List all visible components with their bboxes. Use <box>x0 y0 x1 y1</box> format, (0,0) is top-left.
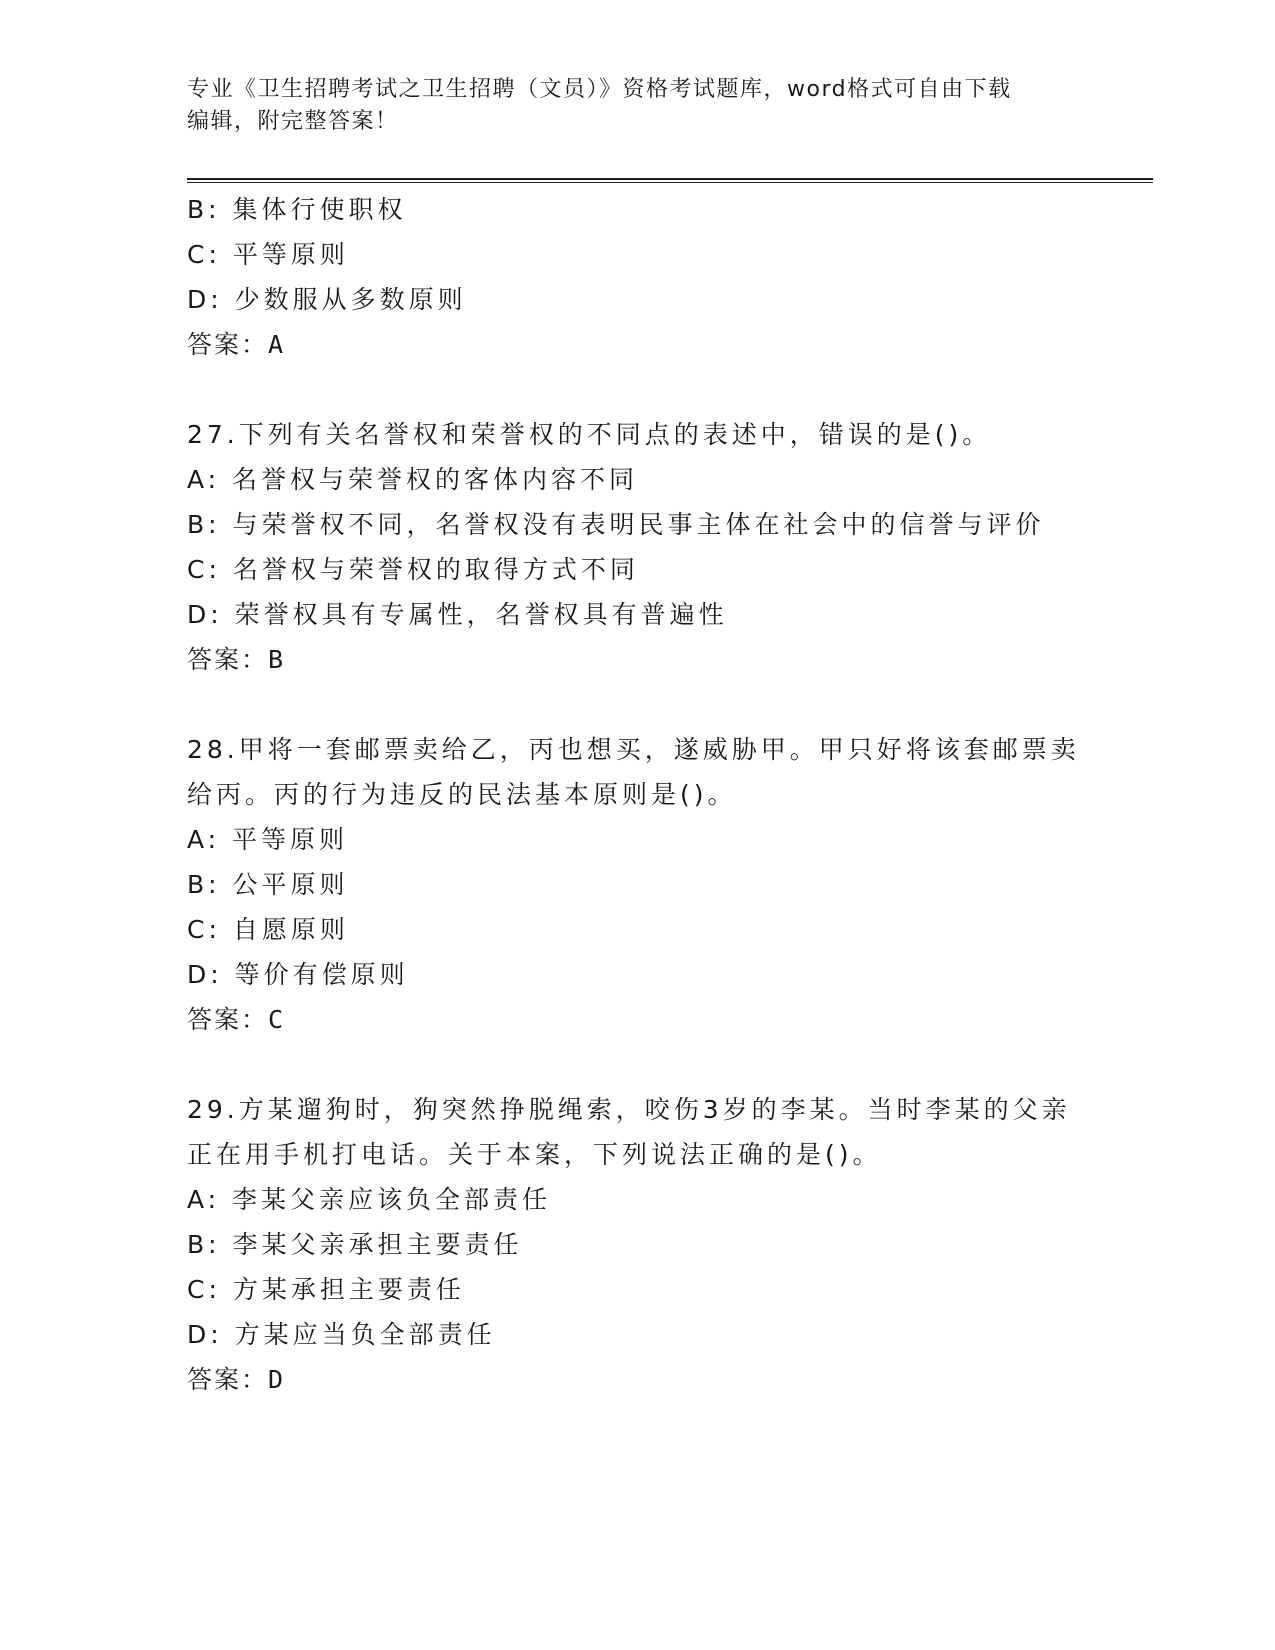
option-c: C: 名誉权与荣誉权的取得方式不同 <box>187 555 639 584</box>
option-d: D: 等价有偿原则 <box>187 960 409 989</box>
answer-value: D <box>268 1365 288 1394</box>
answer-value: C <box>268 1005 288 1034</box>
option-d: D: 荣誉权具有专属性，名誉权具有普遍性 <box>187 600 728 629</box>
option-b: B: 集体行使职权 <box>187 195 407 224</box>
answer-line <box>187 1360 1087 1396</box>
answer-label: 答案： <box>187 645 269 674</box>
option-b: B: 与荣誉权不同，名誉权没有表明民事主体在社会中的信誉与评价 <box>187 510 1045 539</box>
answer-value: B <box>268 645 288 674</box>
option-a: A: 平等原则 <box>187 825 349 854</box>
question-stem-continued: 给丙。丙的行为违反的民法基本原则是()。 <box>187 780 737 809</box>
option-a: A: 名誉权与荣誉权的客体内容不同 <box>187 465 639 494</box>
answer-label: 答案： <box>187 1005 269 1034</box>
option-c: C: 平等原则 <box>187 240 349 269</box>
option-a: A: 李某父亲应该负全部责任 <box>187 1185 552 1214</box>
answer-line <box>187 640 1087 676</box>
option-d: D: 方某应当负全部责任 <box>187 1320 496 1349</box>
answer-value: A <box>268 330 288 359</box>
option-c: C: 自愿原则 <box>187 915 349 944</box>
document-header <box>187 74 1067 138</box>
answer-line <box>187 325 1087 361</box>
option-d: D: 少数服从多数原则 <box>187 285 467 314</box>
option-b: B: 公平原则 <box>187 870 349 899</box>
question-stem-continued: 正在用手机打电话。关于本案，下列说法正确的是()。 <box>187 1140 882 1169</box>
answer-line <box>187 1000 1087 1036</box>
question-stem: 29.方某遛狗时，狗突然挣脱绳索，咬伤3岁的李某。当时李某的父亲 <box>187 1095 1071 1124</box>
question-stem: 28.甲将一套邮票卖给乙，丙也想买，遂威胁甲。甲只好将该套邮票卖 <box>187 735 1080 764</box>
question-stem: 27.下列有关名誉权和荣誉权的不同点的表述中，错误的是()。 <box>187 420 992 449</box>
header-divider <box>187 178 1153 183</box>
option-c: C: 方某承担主要责任 <box>187 1275 465 1304</box>
option-b: B: 李某父亲承担主要责任 <box>187 1230 523 1259</box>
answer-label: 答案： <box>187 1365 269 1394</box>
header-line-1: 专业《卫生招聘考试之卫生招聘（文员）》资格考试题库，word格式可自由下载 <box>187 77 1012 102</box>
header-line-2: 编辑，附完整答案！ <box>187 109 399 134</box>
answer-label: 答案： <box>187 330 269 359</box>
